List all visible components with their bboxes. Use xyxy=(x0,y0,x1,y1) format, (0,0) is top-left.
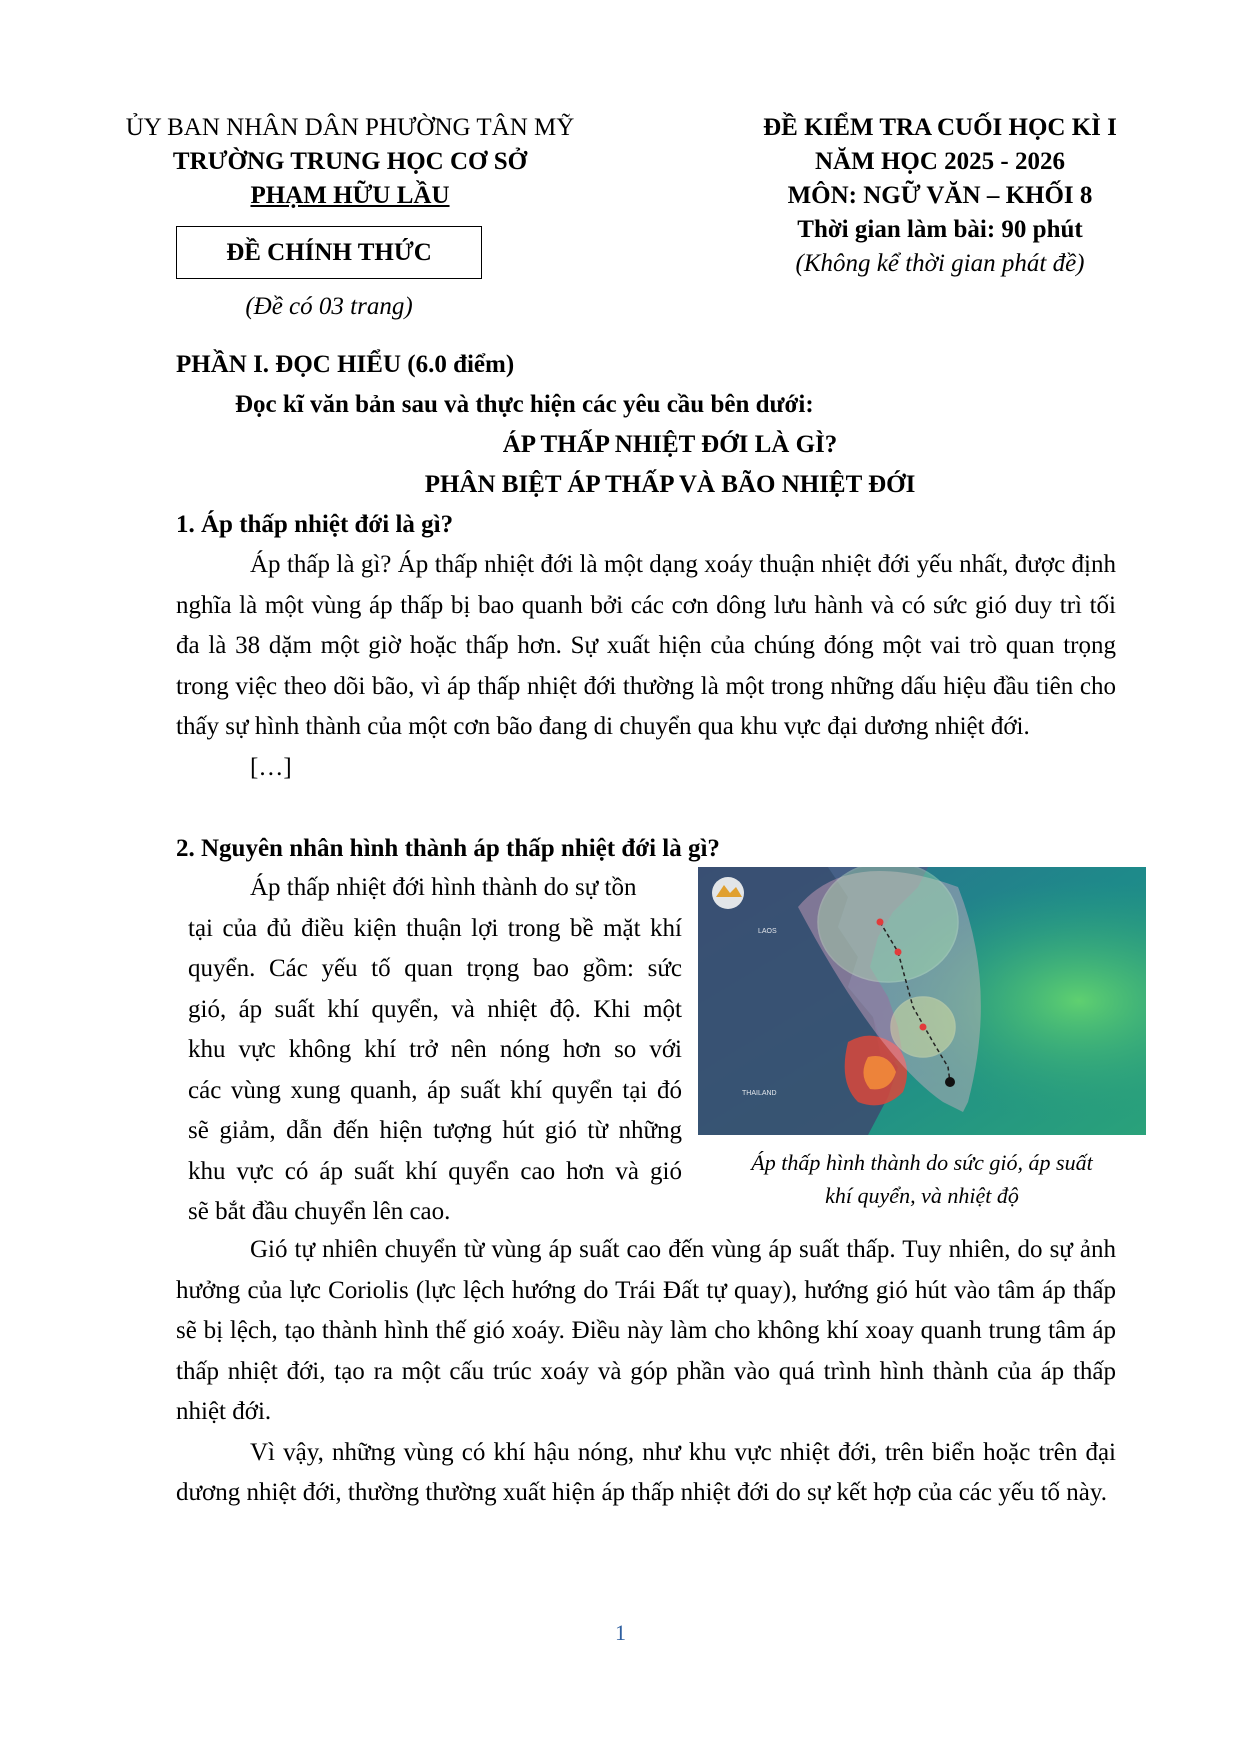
section1-paragraph: Áp thấp là gì? Áp thấp nhiệt đới là một dạng xoáy thuận nhiệt đới yếu nhất, được định nghĩa là một vùng áp thấp bị bao quanh bởi các cơn dông lưu hành và có sức gió duy trì tối đa là 38 dặm một giờ hoặc thấp hơn. Sự xuất hiện của chúng đóng một vai trò quan trọng trong việc theo dõi bão, vì áp thấp nhiệt đới thường là một trong những dấu hiệu đầu tiên cho thấy sự hình thành của một cơn bão đang di chuyển qua khu vực đại dương nhiệt đới. xyxy=(176,551,1116,740)
wrap-line: tại của đủ điều kiện thuận lợi trong bề mặt khí xyxy=(188,914,682,942)
authority-name: ỦY BAN NHÂN DÂN PHƯỜNG TÂN MỸ xyxy=(125,114,575,141)
storm-map-svg xyxy=(698,867,1146,1135)
official-exam-label: ĐỀ CHÍNH THỨC xyxy=(226,238,432,266)
wrap-line: các vùng xung quanh, áp suất khí quyển tại đó xyxy=(188,1076,682,1104)
section2-paragraph3: Vì vậy, những vùng có khí hậu nóng, như khu vực nhiệt đới, trên biển hoặc trên đại dương nhiệt đới, thường thường xuất hiện áp thấp nhiệt đới do sự kết hợp của các yếu tố này. xyxy=(176,1438,1116,1506)
wrap-line: gió, áp suất khí quyển, và nhiệt độ. Khi một xyxy=(188,995,682,1023)
map-caption xyxy=(698,1146,1146,1212)
pages-note: (Đề có 03 trang) xyxy=(245,293,413,320)
wrap-line: sẽ bắt đầu chuyển lên cao. xyxy=(188,1198,451,1225)
school-name: PHẠM HỮU LẦU xyxy=(250,182,450,209)
subject: MÔN: NGỮ VĂN – KHỐI 8 xyxy=(787,182,1093,209)
wrap-line: khu vực có áp suất khí quyển cao hơn và gió xyxy=(188,1157,682,1185)
part1-instruction: Đọc kĩ văn bản sau và thực hiện các yêu cầu bên dưới: xyxy=(235,391,814,418)
wrap-line: sẽ giảm, dẫn đến hiện tượng hút gió từ những xyxy=(188,1117,682,1144)
duration-note: (Không kể thời gian phát đề) xyxy=(795,250,1085,277)
section1-heading: 1. Áp thấp nhiệt đới là gì? xyxy=(176,511,454,538)
exam-title: ĐỀ KIỂM TRA CUỐI HỌC KÌ I xyxy=(763,114,1117,141)
wrap-line: khu vực không khí trở nên nóng hơn so với xyxy=(188,1036,682,1063)
map-caption-line2: khí quyển, và nhiệt độ xyxy=(825,1183,1019,1208)
header-left-block xyxy=(110,111,590,213)
wrap-line: quyển. Các yếu tố quan trọng bao gồm: sức xyxy=(188,955,682,982)
wrap-line: Áp thấp nhiệt đới hình thành do sự tồn xyxy=(250,874,637,901)
part1-heading: PHẦN I. ĐỌC HIỂU (6.0 điểm) xyxy=(176,351,515,378)
section2-paragraph2: Gió tự nhiên chuyển từ vùng áp suất cao đến vùng áp suất thấp. Tuy nhiên, do sự ảnh hưởng của lực Coriolis (lực lệch hướng do Trái Đất tự quay), hướng gió hút vào tâm áp thấp sẽ bị lệch, tạo thành hình thế gió xoáy. Điều này làm cho không khí xoay quanh trung tâm áp thấp nhiệt đới, tạo ra một cấu trúc xoáy và góp phần vào quá trình hình thành của áp thấp nhiệt đới. xyxy=(176,1236,1116,1425)
storm-forecast-map xyxy=(698,867,1146,1135)
section2-heading: 2. Nguyên nhân hình thành áp thấp nhiệt đới là gì? xyxy=(176,835,720,862)
text-title-line2: PHÂN BIỆT ÁP THẤP VÀ BÃO NHIỆT ĐỚI xyxy=(424,471,916,498)
school-year: NĂM HỌC 2025 - 2026 xyxy=(815,148,1065,175)
map-label-thailand: THAILAND xyxy=(742,1090,777,1097)
section2-body xyxy=(176,1230,1116,1514)
official-exam-box xyxy=(176,226,482,279)
section2-wrap-text xyxy=(188,868,682,1233)
school-type: TRƯỜNG TRUNG HỌC CƠ SỞ xyxy=(172,148,528,175)
text-title-line1: ÁP THẤP NHIỆT ĐỚI LÀ GÌ? xyxy=(502,431,838,458)
section1-ellipsis: […] xyxy=(250,753,292,781)
section1-body xyxy=(176,545,1116,788)
header-right-block xyxy=(700,111,1180,281)
map-caption-line1: Áp thấp hình thành do sức gió, áp suất xyxy=(751,1150,1093,1175)
page-number: 1 xyxy=(615,1620,626,1645)
duration: Thời gian làm bài: 90 phút xyxy=(797,216,1083,243)
map-label-laos: LAOS xyxy=(758,928,777,935)
